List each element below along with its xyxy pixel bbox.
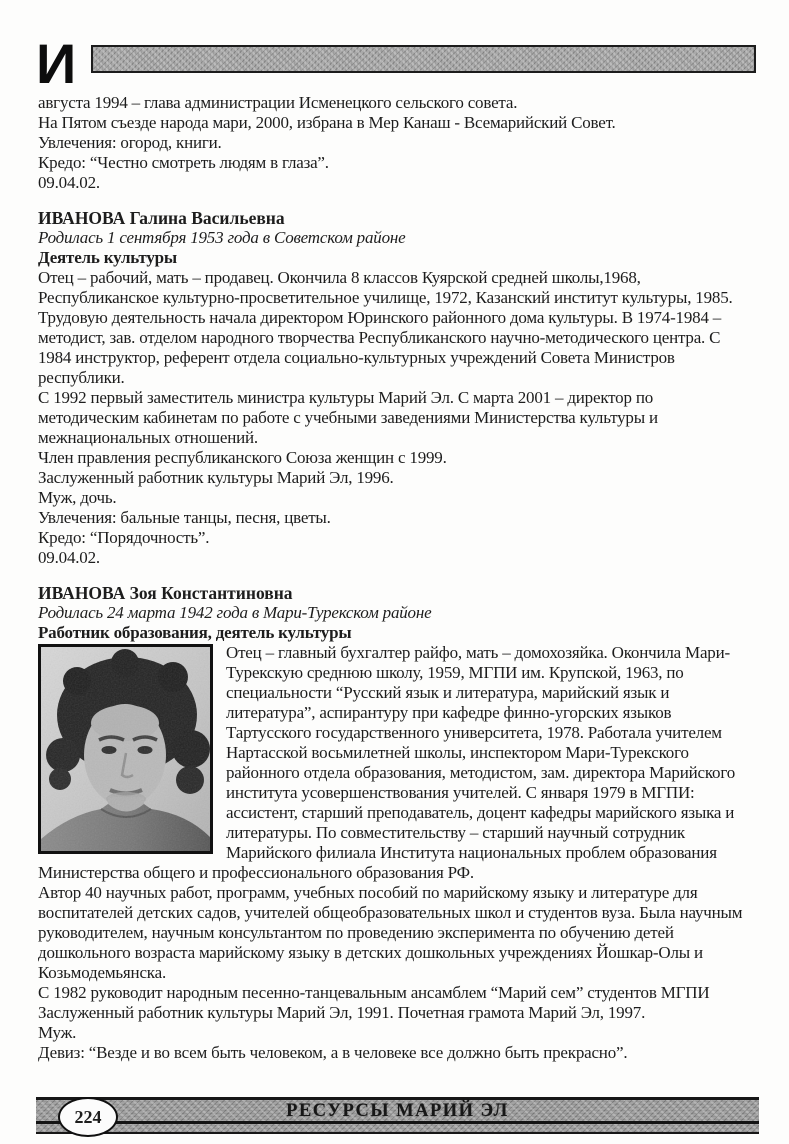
page-content [0,93,789,1063]
person-name: ИВАНОВА Галина Васильевна [38,208,285,228]
section-header [0,0,789,95]
occupation-line: Работник образования, деятель культуры [38,623,352,642]
entry-continuation [38,93,755,193]
bio-paragraph: Увлечения: бальные танцы, песня, цветы. [38,508,331,527]
bio-paragraph: Муж. [38,1023,77,1042]
portrait-photo [38,644,213,854]
bio-paragraph: Отец – главный бухгалтер райфо, мать – домохозяйка. Окончила Мари-Турекскую среднюю школу, 1959, МГПИ им. Крупской, 1963, по специальности “Русский язык и литература, марийский язык и литература”, аспирантуру при кафедре финно-угорских языков Тартусского государственного университета, 1978. Работала учителем Нартасской восьмилетней школы, инспектором Мари-Турекского районного отдела образования, методистом, зам. директора Марийского института усовершенствования учителей. С января 1979 в МГПИ: ассистент, старший преподаватель, доцент кафедры марийского языка и литературы. По совместительству – старший научный сотрудник Марийского филиала Института национальных проблем образования Министерства общего и профессионального образования РФ. [38,643,736,882]
bio-line: 09.04.02. [38,173,100,192]
bio-paragraph: Член правления республиканского Союза женщин с 1999. [38,448,447,467]
page-footer [36,1097,759,1129]
bio-line: Увлечения: огород, книги. [38,133,222,152]
bio-paragraph: С 1982 руководит народным песенно-танцевальным ансамблем “Марий сем” студентов МГПИ Заслуженный работник культуры Марий Эл, 1991. Почетная грамота Марий Эл, 1997. [38,983,710,1022]
decorative-hatched-bar [91,45,756,73]
bio-paragraph: Заслуженный работник культуры Марий Эл, 1996. [38,468,394,487]
birth-line: Родилась 1 сентября 1953 года в Советском районе [38,228,406,247]
bio-paragraph: Автор 40 научных работ, программ, учебных пособий по марийскому языку и литературе для воспитателей детских садов, учителей общеобразовательных школ и студентов вуза. Была научным руководителем, научным консультантом по проведению эксперимента по обучению детей дошкольного возраста марийскому языку в детских дошкольных учреждениях Йошкар-Олы и Козьмодемьянска. [38,883,743,982]
bio-line: августа 1994 – глава администрации Исменецкого сельского совета. [38,93,518,112]
bio-line: Кредо: “Честно смотреть людям в глаза”. [38,153,329,172]
bio-line: На Пятом съезде народа мари, 2000, избрана в Мер Канаш - Всемарийский Совет. [38,113,616,132]
footer-title: РЕСУРСЫ МАРИЙ ЭЛ [286,1101,509,1121]
person-name: ИВАНОВА Зоя Константиновна [38,583,293,603]
bio-paragraph: Муж, дочь. [38,488,117,507]
footer-hatched-bar [36,1097,759,1134]
entry-ivanova-galina [38,208,755,568]
page-number: 224 [58,1097,118,1137]
bio-paragraph: С 1992 первый заместитель министра культуры Марий Эл. С марта 2001 – директор по методическим кабинетам по работе с учебными заведениями Министерства культуры и межнациональных отношений. [38,388,658,447]
section-letter: И [36,32,76,95]
bio-paragraph: Кредо: “Порядочность”. [38,528,210,547]
entry-ivanova-zoya [38,583,755,1063]
birth-line: Родилась 24 марта 1942 года в Мари-Турекском районе [38,603,432,622]
bio-paragraph: 09.04.02. [38,548,100,567]
occupation-line: Деятель культуры [38,248,177,267]
bio-paragraph: Девиз: “Везде и во всем быть человеком, а в человеке все должно быть прекрасно”. [38,1043,628,1062]
bio-paragraph: Отец – рабочий, мать – продавец. Окончила 8 классов Куярской средней школы,1968, Республиканское культурно-просветительное училище, 1972, Казанский институт культуры, 1985. Трудовую деятельность начала директором Юринского районного дома культуры. В 1974-1984 – методист, зав. отделом народного творчества Республиканского научно-методического центра. С 1984 инструктор, референт отдела социально-культурных учреждений Совета Министров республики. [38,268,733,387]
